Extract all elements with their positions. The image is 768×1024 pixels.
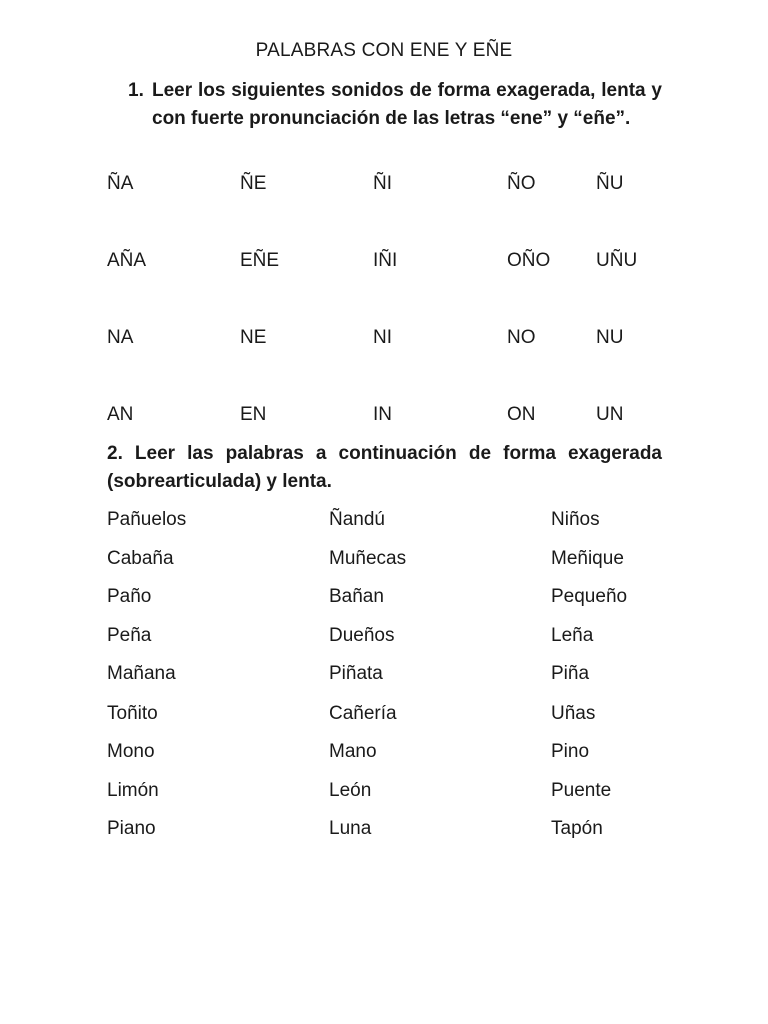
word-row-2 (0, 548, 768, 572)
word: Bañan (329, 586, 384, 607)
word: Dueños (329, 625, 395, 646)
syllable: AÑA (107, 250, 147, 271)
word: Pino (551, 741, 590, 762)
syllable: ON (507, 404, 536, 425)
instruction-2: 2. Leer las palabras a continuación de forma exagerada (sobrearticulada) y lenta. (107, 443, 662, 492)
word-row-4 (0, 625, 768, 649)
syllable: AN (107, 404, 134, 425)
syllable-row-1 (0, 173, 768, 197)
word: Mano (329, 741, 377, 762)
syllable: OÑO (507, 250, 551, 271)
word: Uñas (551, 703, 596, 724)
word: Pequeño (551, 586, 628, 607)
syllable: NI (373, 327, 392, 348)
syllable: IÑI (373, 250, 398, 271)
word: Muñecas (329, 548, 407, 569)
syllable: NE (240, 327, 267, 348)
word: León (329, 780, 372, 801)
syllable: ÑO (507, 173, 536, 194)
word: Pañuelos (107, 509, 187, 530)
word: Toñito (107, 703, 158, 724)
word: Mono (107, 741, 155, 762)
word: Niños (551, 509, 600, 530)
syllable-row-4 (0, 404, 768, 428)
word: Puente (551, 780, 612, 801)
syllable: NU (596, 327, 624, 348)
word: Leña (551, 625, 594, 646)
syllable: ÑE (240, 173, 267, 194)
word: Peña (107, 625, 152, 646)
word: Meñique (551, 548, 624, 569)
word: Tapón (551, 818, 603, 839)
syllable: EÑE (240, 250, 280, 271)
word-row-9 (0, 818, 768, 842)
syllable: ÑA (107, 173, 134, 194)
word: Piano (107, 818, 156, 839)
word: Cabaña (107, 548, 174, 569)
page-title: PALABRAS CON ENE Y EÑE (255, 40, 513, 61)
syllable: UÑU (596, 250, 638, 271)
instruction-1 (128, 77, 662, 133)
word: Mañana (107, 663, 176, 684)
word-row-8 (0, 780, 768, 804)
word-row-1 (0, 509, 768, 533)
syllable: UN (596, 404, 624, 425)
syllable-row-2 (0, 250, 768, 274)
syllable-row-3 (0, 327, 768, 351)
word: Piñata (329, 663, 383, 684)
word-row-7 (0, 741, 768, 765)
word: Luna (329, 818, 372, 839)
word: Cañería (329, 703, 397, 724)
syllable: NA (107, 327, 134, 348)
syllable: ÑI (373, 173, 392, 194)
syllable: NO (507, 327, 536, 348)
word-row-3 (0, 586, 768, 610)
syllable: IN (373, 404, 392, 425)
instruction-1-text: Leer los siguientes sonidos de forma exagerada, lenta y con fuerte pronunciación de las letras “ene” y “eñe”. (152, 80, 662, 129)
syllable: ÑU (596, 173, 624, 194)
syllable: EN (240, 404, 267, 425)
word-row-6 (0, 703, 768, 727)
word-row-5 (0, 663, 768, 687)
word: Ñandú (329, 509, 385, 530)
word: Piña (551, 663, 590, 684)
instruction-1-number: 1. (128, 80, 144, 101)
word: Limón (107, 780, 159, 801)
word: Paño (107, 586, 152, 607)
